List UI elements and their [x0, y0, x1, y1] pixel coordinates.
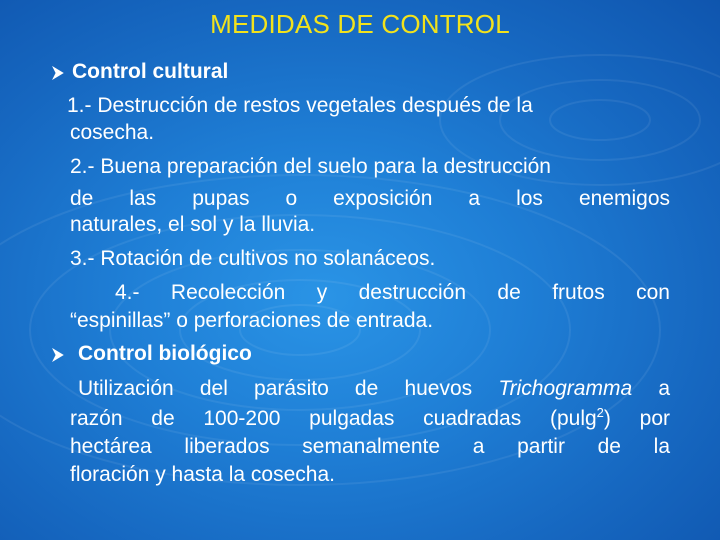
text-line: [78, 376, 670, 402]
text-line: naturales, el sol y la lluvia.: [70, 213, 316, 236]
text-line: 3.- Rotación de cultivos no solanáceos.: [70, 247, 436, 270]
text-segment: a: [632, 377, 671, 400]
section-heading-biological: Control biológico: [78, 342, 252, 365]
text-line: 2.- Buena preparación del suelo para la destrucción: [70, 155, 551, 178]
text-line: 1.- Destrucción de restos vegetales después de la: [67, 94, 533, 117]
text-line: [70, 406, 670, 432]
text-line: “espinillas” o perforaciones de entrada.: [70, 309, 434, 332]
section-heading-cultural: Control cultural: [72, 60, 229, 83]
text-line: de las pupas o exposición a los enemigos: [70, 187, 670, 210]
arrowhead-bullet-icon: [52, 348, 64, 362]
arrowhead-bullet-icon: [52, 66, 64, 80]
text-segment: ) por: [603, 407, 670, 430]
text-segment: razón de 100-200 pulgadas cuadradas (pulg: [70, 407, 597, 430]
text-line: hectárea liberados semanalmente a partir de la: [70, 435, 670, 458]
text-line: cosecha.: [70, 121, 155, 144]
text-line: floración y hasta la cosecha.: [70, 463, 335, 486]
text-segment: Utilización del parásito de huevos: [78, 377, 499, 400]
slide-title: MEDIDAS DE CONTROL: [210, 9, 510, 39]
superscript: 2: [596, 405, 604, 420]
species-name: Trichogramma: [498, 377, 633, 400]
text-line: 4.- Recolección y destrucción de frutos con: [115, 281, 670, 304]
